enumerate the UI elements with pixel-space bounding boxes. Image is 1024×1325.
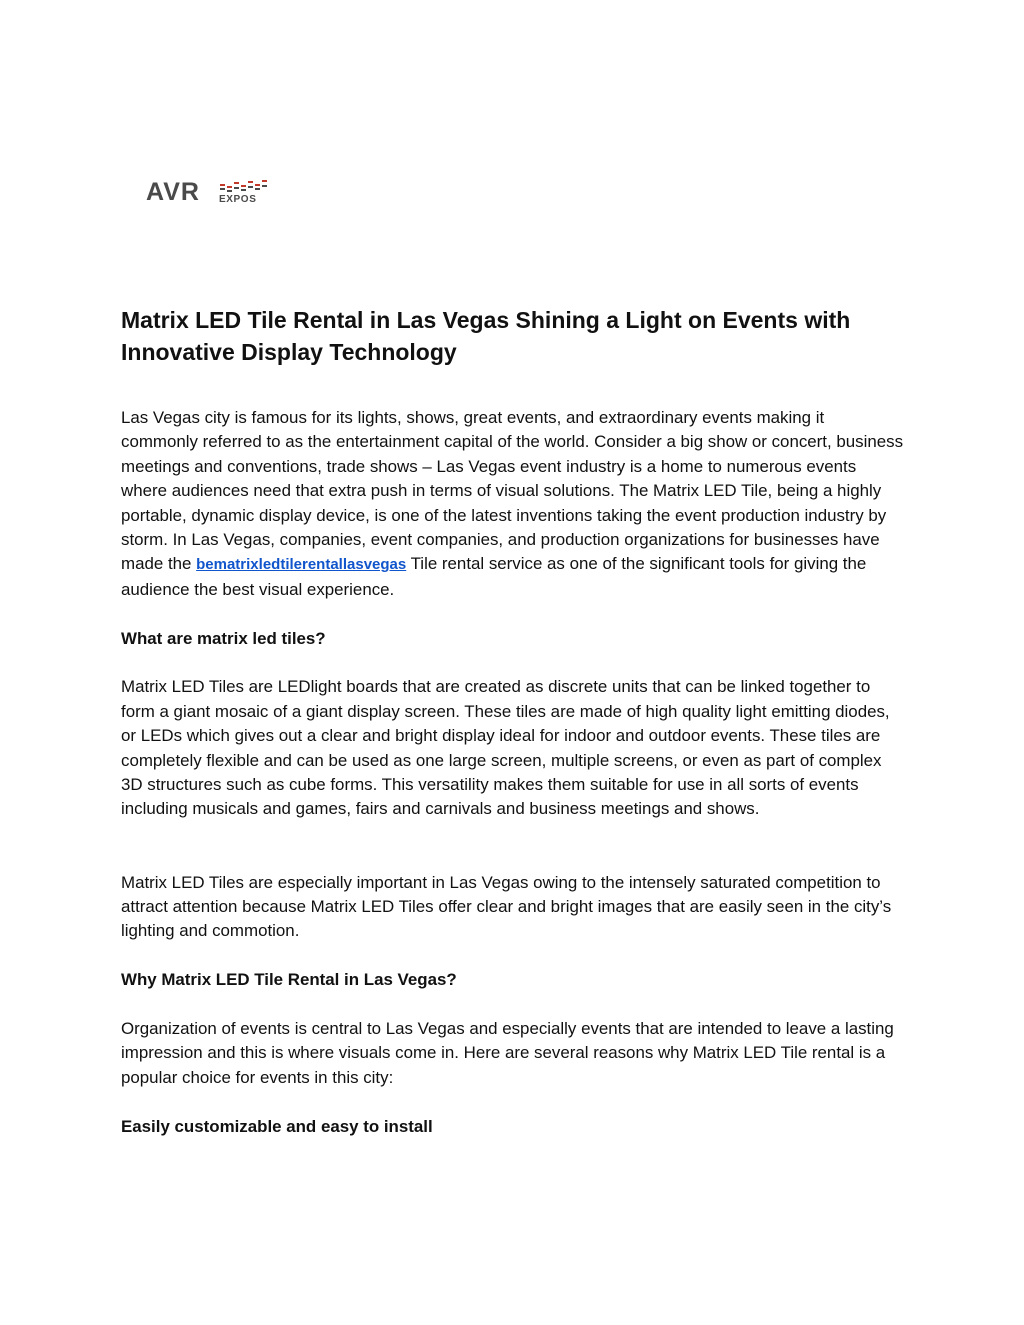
- equalizer-bars-icon: [220, 180, 267, 192]
- intro-text-after-link: Tile rental service as one of the significant tools for giving the audience the best visual experience.: [121, 554, 867, 599]
- section-heading-why: Why Matrix LED Tile Rental in Las Vegas?: [121, 970, 457, 990]
- logo-main-text: AVR: [146, 178, 200, 204]
- article-title: Matrix LED Tile Rental in Las Vegas Shining a Light on Events with Innovative Display Technology: [121, 307, 851, 365]
- paragraph-what: Matrix LED Tiles are LEDlight boards that are created as discrete units that can be linked together to form a giant mosaic of a giant display screen. These tiles are made of high quality light emitting diodes, or LEDs which gives out a clear and bright display ideal for indoor and outdoor events. These tiles are completely flexible and can be used as one large screen, multiple screens, or even as part of complex 3D structures such as cube forms. This versatility makes them suitable for use in all sorts of events including musicals and games, fairs and carnivals and business meetings and shows.: [121, 677, 890, 819]
- section-heading-customizable: Easily customizable and easy to install: [121, 1116, 433, 1136]
- paragraph-why: Organization of events is central to Las Vegas and especially events that are intended to leave a lasting impression and this is where visuals come in. Here are several reasons why Matrix LED Tile rental is a popular choice for events in this city:: [121, 1019, 894, 1087]
- avr-expos-logo: [146, 176, 274, 204]
- article-body: [121, 304, 905, 1139]
- rental-link[interactable]: bematrixledtilerentallasvegas: [196, 556, 407, 574]
- intro-text-before-link: Las Vegas city is famous for its lights, shows, great events, and extraordinary events making it commonly referred to as the entertainment capital of the world. Consider a big show or concert, business meetings and conventions, trade shows – Las Vegas event industry is a home to numerous events where audiences need that extra push in terms of visual solutions. The Matrix LED Tile, being a highly portable, dynamic display device, is one of the latest inventions taking the event production industry by storm. In Las Vegas, companies, event companies, and production organizations for businesses have made the: [121, 408, 904, 574]
- section-heading-what: What are matrix led tiles?: [121, 628, 326, 648]
- logo-sub-text: EXPOS: [219, 194, 257, 204]
- paragraph-importance: Matrix LED Tiles are especially important in Las Vegas owing to the intensely saturated competition to attract attention because Matrix LED Tiles offer clear and bright images that are easily seen in the city’s lighting and commotion.: [121, 872, 892, 941]
- intro-paragraph: [121, 406, 905, 602]
